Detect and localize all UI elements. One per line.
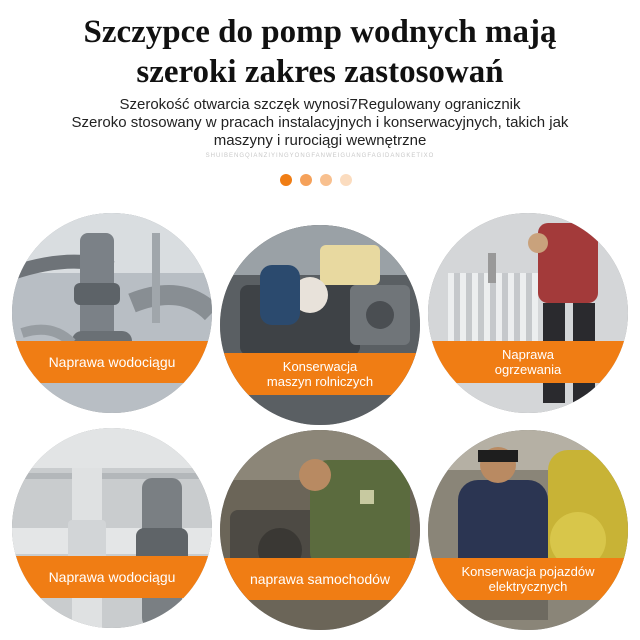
engine-repair-photo [220, 225, 420, 425]
application-card-1 [12, 213, 212, 413]
subtitle-line-3: maszyny i rurociągi wewnętrzne [213, 132, 427, 149]
sink-drain-photo [12, 213, 212, 413]
application-card-3 [428, 213, 628, 413]
title-line-2: szeroki zakres zastosowań [136, 54, 504, 90]
car-mechanic-photo [220, 430, 420, 630]
pager-dot [320, 174, 332, 186]
subtitle-line-1: Szerokość otwarcia szczęk wynosi7Regulowany ogranicznik [119, 96, 521, 113]
pager-dot [340, 174, 352, 186]
radiator-heating-photo [428, 213, 628, 413]
application-label-5: naprawa samochodów [220, 558, 420, 600]
pvc-pipes-photo [12, 428, 212, 628]
scooter-mechanic-photo [428, 430, 628, 630]
application-label-6: Konserwacja pojazdów elektrycznych [428, 558, 628, 600]
application-label-3: Naprawa ogrzewania [428, 341, 628, 383]
application-label-4: Naprawa wodociągu [12, 556, 212, 598]
application-card-5 [220, 430, 420, 630]
title-line-1: Szczypce do pomp wodnych mają [83, 14, 557, 50]
application-label-2: Konserwacja maszyn rolniczych [220, 353, 420, 395]
pager-dot [300, 174, 312, 186]
pager-dot [280, 174, 292, 186]
application-label-1: Naprawa wodociągu [12, 341, 212, 383]
watermark-text: SHUIBENGQIANZIYINGYONGFANWEIGUANGFAGIDANGKETIXO [205, 153, 435, 159]
page-title [0, 12, 640, 92]
subtitle-line-2: Szeroko stosowany w pracach instalacyjnych i konserwacyjnych, takich jak [71, 114, 569, 131]
application-card-4 [12, 428, 212, 628]
application-card-6 [428, 430, 628, 630]
application-card-2 [220, 225, 420, 425]
pager-dots [280, 174, 352, 186]
subtitle [20, 96, 620, 150]
